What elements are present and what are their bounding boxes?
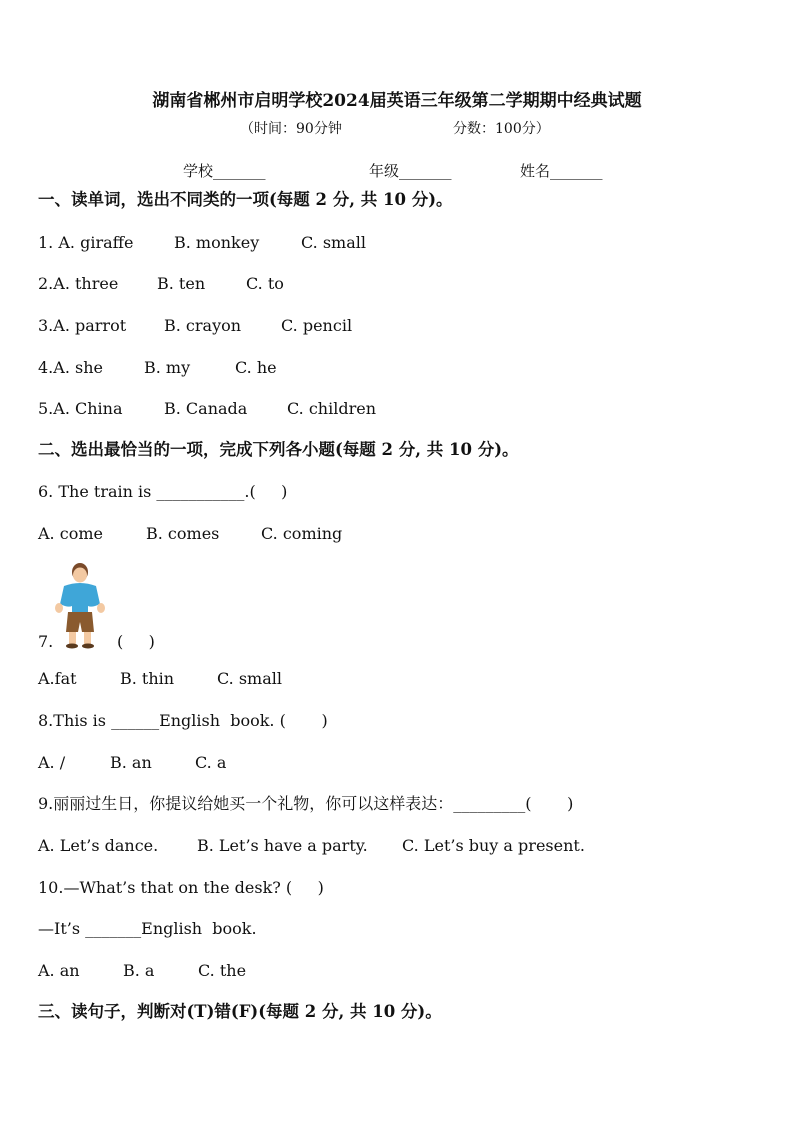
- q6-stem: 6. The train is ___________.( ): [38, 482, 288, 501]
- q2-option-a: 2.A. three: [38, 274, 119, 293]
- exam-time: （时间：90分钟: [240, 121, 342, 137]
- q8-option-a: A. /: [38, 753, 66, 772]
- name-field[interactable]: 姓名_______: [520, 162, 603, 180]
- q7-option-a: A.fat: [38, 669, 77, 688]
- q1-option-a: 1. A. giraffe: [38, 233, 134, 252]
- q9-option-c: C. Let’s buy a present.: [402, 836, 585, 855]
- page-title: 湖南省郴州市启明学校2024届英语三年级第二学期期中经典试题: [152, 91, 642, 111]
- q8-stem: 8.This is ______English book. ( ): [38, 711, 328, 730]
- q9-stem: 9.丽丽过生日，你提议给她买一个礼物，你可以这样表达：_________( ): [38, 794, 574, 813]
- q6-option-c: C. coming: [261, 524, 343, 543]
- q10-answer-line: —It’s _______English book.: [38, 919, 257, 938]
- fat-boy-illustration: [52, 562, 108, 650]
- q3-option-a: 3.A. parrot: [38, 316, 127, 335]
- q3-option-c: C. pencil: [281, 316, 353, 335]
- q6-option-b: B. comes: [146, 524, 220, 543]
- q4-option-a: 4.A. she: [38, 358, 103, 377]
- q8-option-c: C. a: [195, 753, 227, 772]
- q2-option-b: B. ten: [157, 274, 206, 293]
- school-field[interactable]: 学校_______: [183, 162, 266, 180]
- q1-option-c: C. small: [301, 233, 366, 252]
- q7-answer-paren: ( ): [117, 632, 155, 651]
- section-2-heading: 二、选出最恰当的一项，完成下列各小题(每题 2 分, 共 10 分)。: [38, 440, 519, 459]
- q9-option-b: B. Let’s have a party.: [197, 836, 368, 855]
- q10-stem: 10.—What’s that on the desk? ( ): [38, 878, 324, 897]
- q5-option-b: B. Canada: [164, 399, 248, 418]
- section-3-heading: 三、读句子，判断对(T)错(F)(每题 2 分, 共 10 分)。: [38, 1002, 442, 1021]
- q9-option-a: A. Let’s dance.: [38, 836, 159, 855]
- q5-option-a: 5.A. China: [38, 399, 123, 418]
- exam-score: 分数：100分）: [453, 121, 550, 137]
- q4-option-b: B. my: [144, 358, 191, 377]
- q2-option-c: C. to: [246, 274, 284, 293]
- q4-option-c: C. he: [235, 358, 277, 377]
- q7-option-c: C. small: [217, 669, 282, 688]
- q10-option-c: C. the: [198, 961, 247, 980]
- q10-option-b: B. a: [123, 961, 155, 980]
- q6-option-a: A. come: [38, 524, 103, 543]
- q1-option-b: B. monkey: [174, 233, 260, 252]
- q5-option-c: C. children: [287, 399, 377, 418]
- section-1-heading: 一、读单词，选出不同类的一项(每题 2 分, 共 10 分)。: [38, 190, 453, 209]
- q7-number: 7.: [38, 632, 54, 651]
- grade-field[interactable]: 年级_______: [369, 162, 452, 180]
- q3-option-b: B. crayon: [164, 316, 242, 335]
- q10-option-a: A. an: [38, 961, 80, 980]
- q7-option-b: B. thin: [120, 669, 175, 688]
- q8-option-b: B. an: [110, 753, 152, 772]
